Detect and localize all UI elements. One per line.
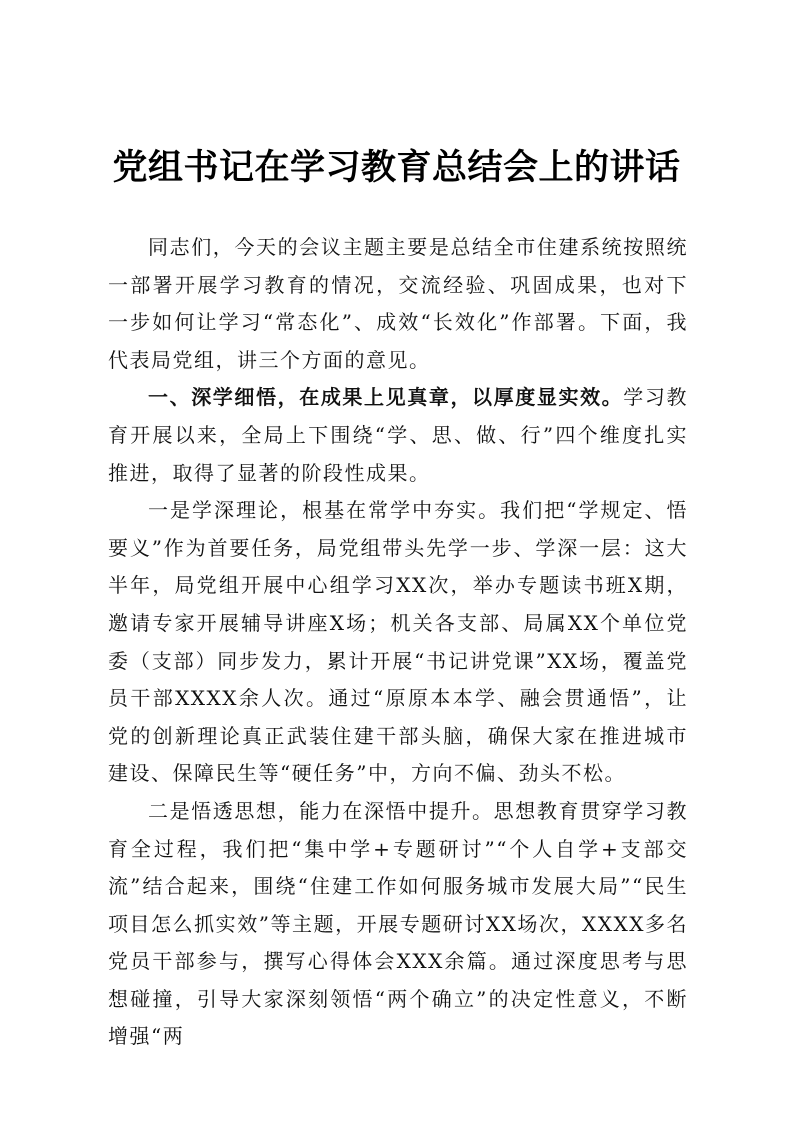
- paragraph-text: 一是学深理论，根基在常学中夯实。我们把“学规定、悟要义”作为首要任务，局党组带头先学一步、学深一层：这大半年，局党组开展中心组学习XX次，举办专题读书班X期，邀请专家开展辅导讲座X场；机关各支部、局属XX个单位党委（支部）同步发力，累计开展“书记讲党课”XX场，覆盖党员干部XXXX余人次。通过“原原本本学、融会贯通悟”，让党的创新理论真正武装住建干部头脑，确保大家在推进城市建设、保障民生等“硬任务”中，方向不偏、劲头不松。: [108, 498, 688, 786]
- document-body: [108, 229, 688, 1056]
- paragraph-text: 同志们，今天的会议主题主要是总结全市住建系统按照统一部署开展学习教育的情况，交流经验、巩固成果，也对下一步如何让学习“常态化”、成效“长效化”作部署。下面，我代表局党组，讲三个方面的意见。: [108, 235, 688, 372]
- body-paragraph-intro: [108, 229, 688, 379]
- body-paragraph-point-two: [108, 793, 688, 1056]
- body-paragraph-point-one: [108, 492, 688, 793]
- body-paragraph-section-one: [108, 379, 688, 492]
- paragraph-text: 二是悟透思想，能力在深悟中提升。思想教育贯穿学习教育全过程，我们把“集中学+专题研讨”“个人自学+支部交流”结合起来，围绕“住建工作如何服务城市发展大局”“民生项目怎么抓实效”等主题，开展专题研讨XX场次，XXXX多名党员干部参与，撰写心得体会XXX余篇。通过深度思考与思想碰撞，引导大家深刻领悟“两个确立”的决定性意义，不断增强“两: [108, 798, 688, 1049]
- section-heading: 一、深学细悟，在成果上见真章，以厚度显实效。: [148, 385, 624, 410]
- document-title: 党组书记在学习教育总结会上的讲话: [112, 148, 681, 188]
- paragraph-text: 学习教育开展以来，全局上下围绕“学、思、做、行”四个维度扎实推进，取得了显著的阶段性成果。: [108, 385, 689, 485]
